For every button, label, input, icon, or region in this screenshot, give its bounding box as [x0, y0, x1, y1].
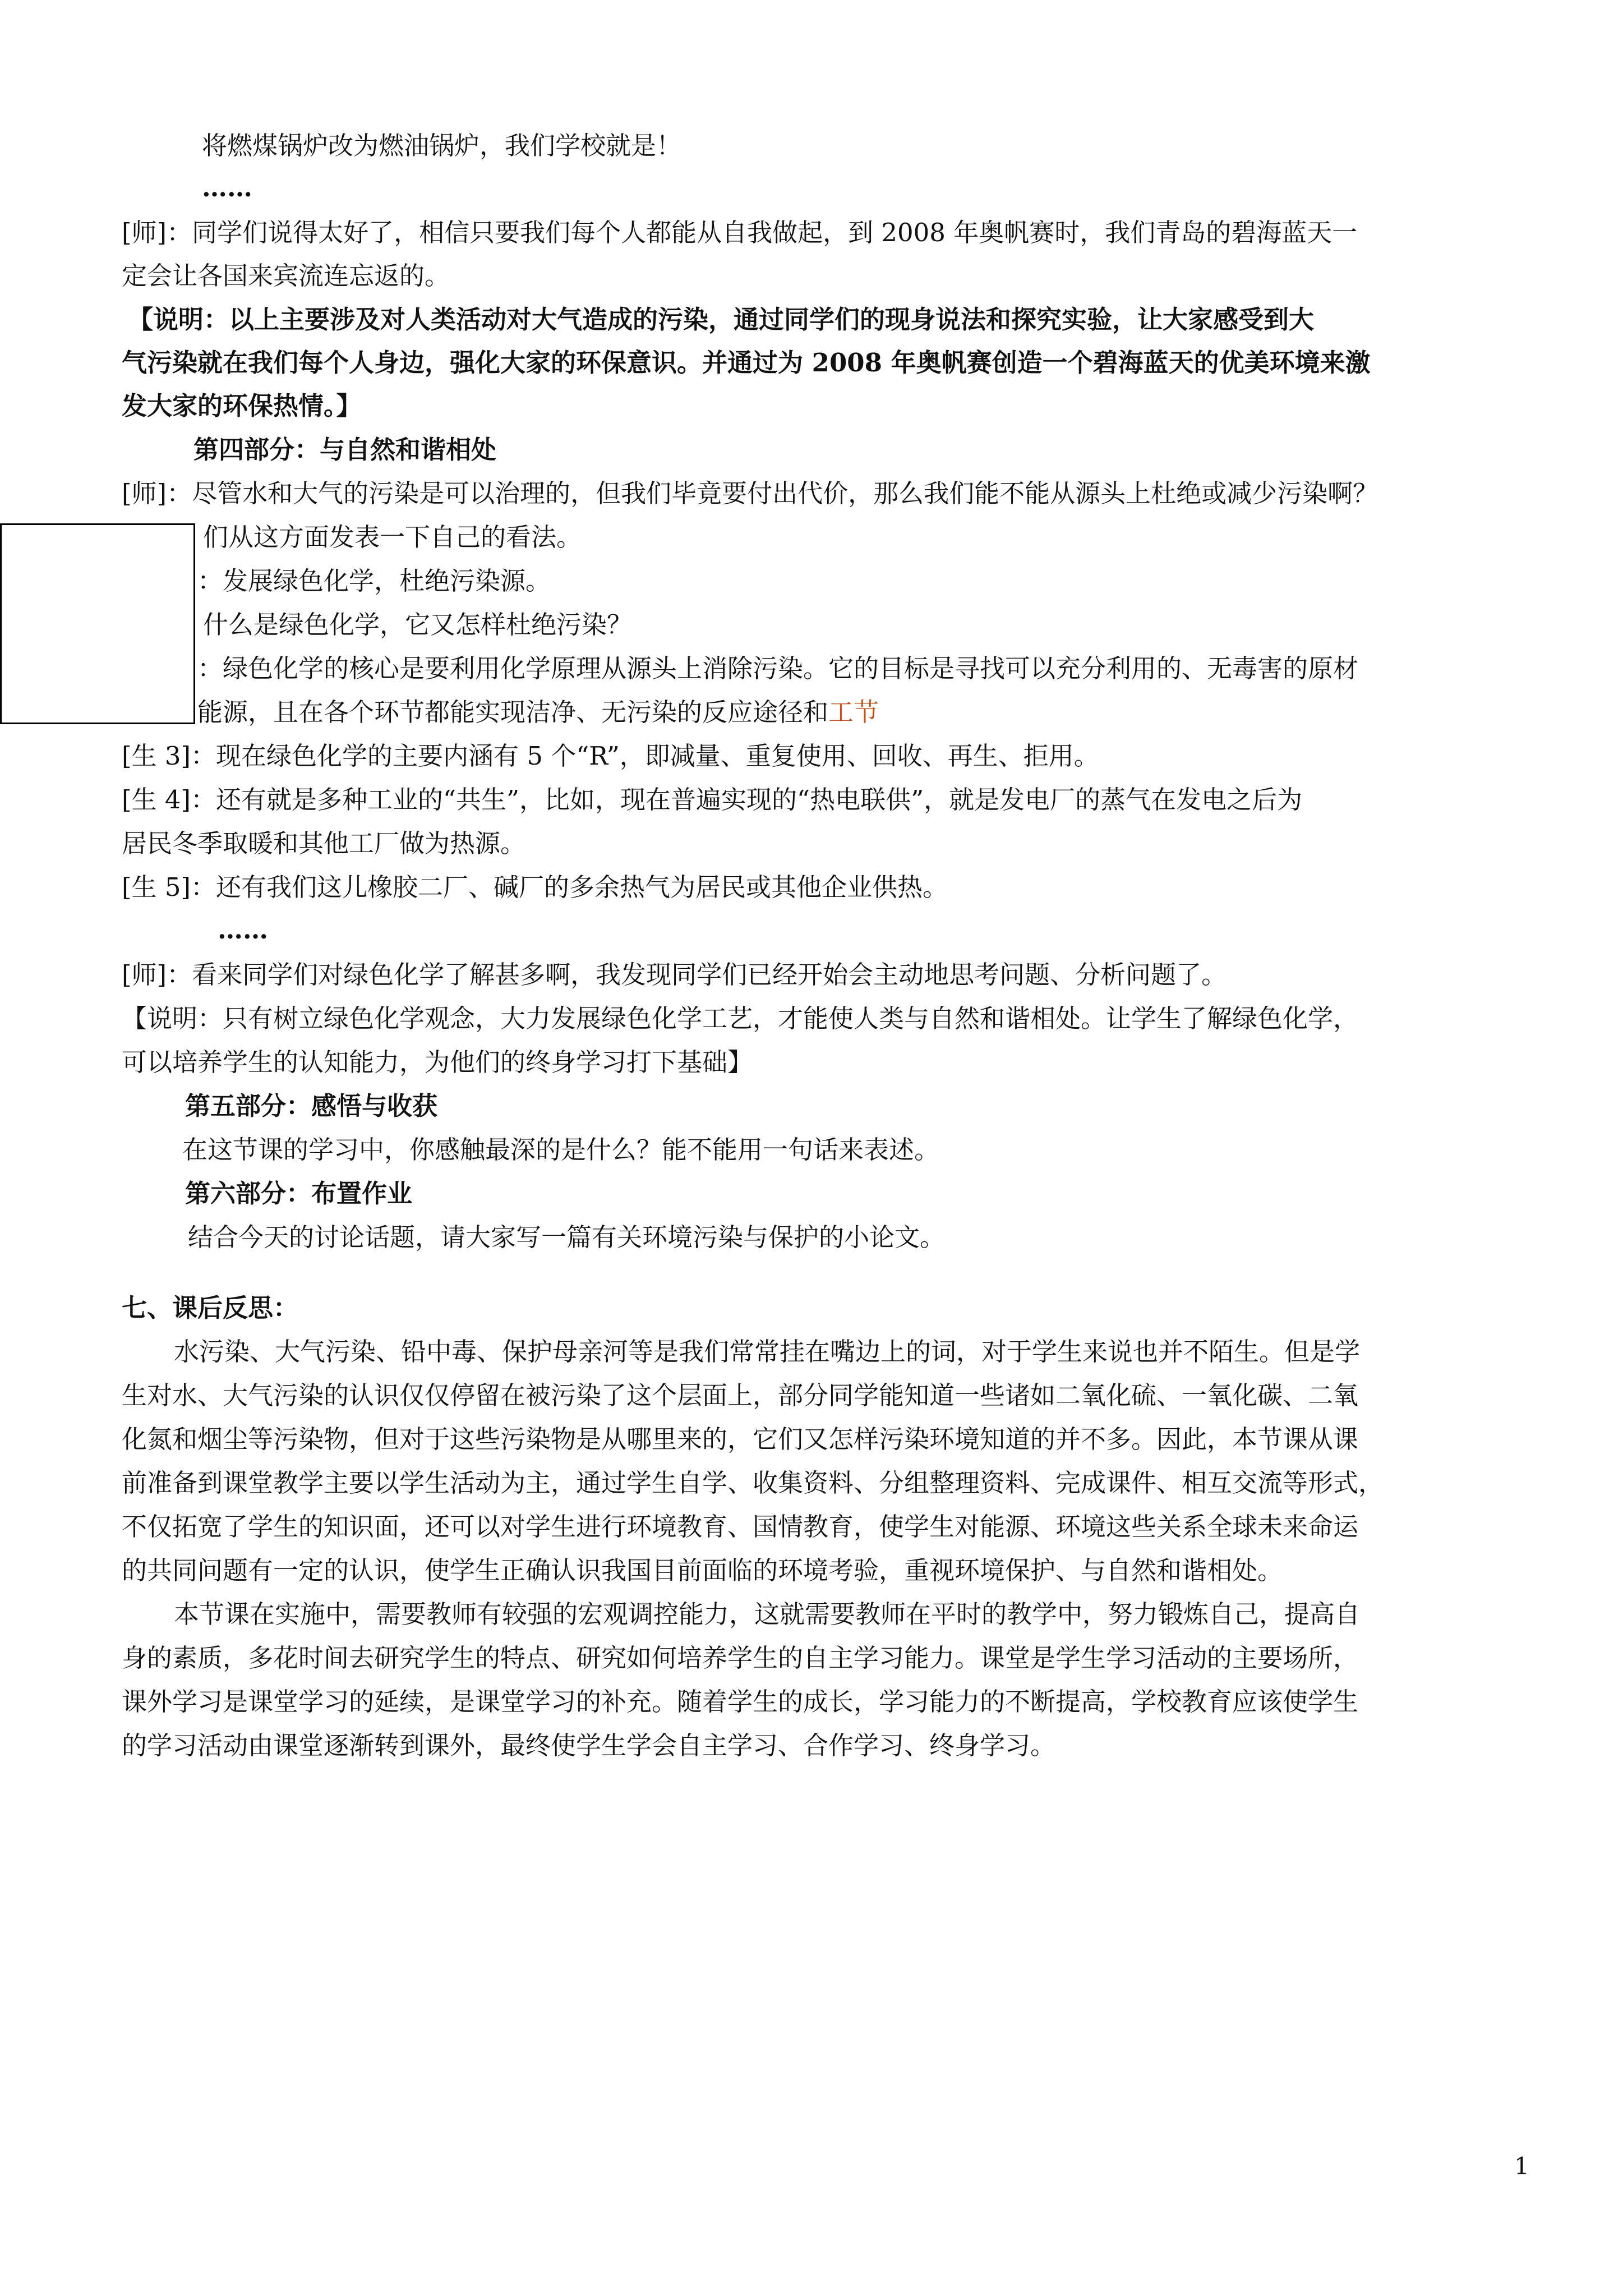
- section-heading: 七、课后反思：: [122, 1293, 299, 1323]
- teacher-line: 什么是绿色化学，它又怎样杜绝污染？: [203, 610, 633, 639]
- teacher-line: [师]：同学们说得太好了，相信只要我们每个人都能从自我做起，到 2008 年奥帆赛时，我们青岛的碧海蓝天一: [122, 218, 1358, 247]
- paragraph-line: 的共同问题有一定的认识，使学生正确认识我国目前面临的环境考验，重视环境保护、与自然和谐相处。: [122, 1556, 1283, 1585]
- note-line: 发大家的环保热情。】: [122, 391, 362, 421]
- text-line: 在这节课的学习中，你感触最深的是什么？能不能用一句话来表述。: [182, 1135, 940, 1165]
- paragraph-line: 身的素质，多花时间去研究学生的特点、研究如何培养学生的自主学习能力。课堂是学生学习活动的主要场所，: [122, 1643, 1359, 1673]
- section-heading: 第五部分：感悟与收获: [185, 1091, 438, 1121]
- text-line: [197, 696, 1599, 729]
- ellipsis: ……: [218, 915, 268, 945]
- text-line: 居民冬季取暖和其他工厂做为热源。: [122, 829, 526, 858]
- paragraph-line: 不仅拓宽了学生的知识面，还可以对学生进行环境教育、国情教育，使学生对能源、环境这些关系全球未来命运: [122, 1512, 1359, 1542]
- student-line: ：发展绿色化学，杜绝污染源。: [197, 566, 551, 596]
- highlighted-word: 工节: [828, 697, 879, 727]
- student-line: ：绿色化学的核心是要利用化学原理从源头上消除污染。它的目标是寻找可以充分利用的、无毒害的原材: [197, 654, 1359, 683]
- student-line: [生 3]：现在绿色化学的主要内涵有 5 个“R”，即减量、重复使用、回收、再生、拒用。: [122, 741, 1099, 771]
- teacher-line: [师]：看来同学们对绿色化学了解甚多啊，我发现同学们已经开始会主动地思考问题、分析问题了。: [122, 960, 1227, 990]
- paragraph-line: 课外学习是课堂学习的延续，是课堂学习的补充。随着学生的成长，学习能力的不断提高，学校教育应该使学生: [122, 1687, 1359, 1717]
- text-line: 们从这方面发表一下自己的看法。: [203, 522, 582, 552]
- paragraph-line: 化氮和烟尘等污染物，但对于这些污染物是从哪里来的，它们又怎样污染环境知道的并不多。因此，本节课从课: [122, 1424, 1359, 1454]
- paragraph-line: 水污染、大气污染、铅中毒、保护母亲河等是我们常常挂在嘴边上的词，对于学生来说也并不陌生。但是学: [174, 1337, 1361, 1366]
- paragraph-line: 生对水、大气污染的认识仅仅停留在被污染了这个层面上，部分同学能知道一些诸如二氧化硫、一氧化碳、二氧: [122, 1381, 1359, 1410]
- note-line: 可以培养学生的认知能力，为他们的终身学习打下基础】: [122, 1047, 753, 1077]
- blank-box: [0, 523, 195, 724]
- note-line: 【说明：只有树立绿色化学观念，大力发展绿色化学工艺，才能使人类与自然和谐相处。让学生了解绿色化学，: [122, 1004, 1359, 1033]
- student-line: [生 4]：还有就是多种工业的“共生”，比如，现在普遍实现的“热电联供”，就是发电厂的蒸气在发电之后为: [122, 785, 1303, 815]
- section-heading: 第四部分：与自然和谐相处: [193, 435, 497, 464]
- paragraph-line: 本节课在实施中，需要教师有较强的宏观调控能力，这就需要教师在平时的教学中，努力锻炼自己，提高自: [174, 1599, 1361, 1629]
- paragraph-line: 的学习活动由课堂逐渐转到课外，最终使学生学会自主学习、合作学习、终身学习。: [122, 1731, 1056, 1760]
- paragraph-line: 前准备到课堂教学主要以学生活动为主，通过学生自学、收集资料、分组整理资料、完成课件、相互交流等形式，: [122, 1468, 1384, 1498]
- teacher-line: [师]：尽管水和大气的污染是可以治理的，但我们毕竟要付出代价，那么我们能不能从源头上杜绝或减少污染啊？: [122, 478, 1378, 508]
- note-line: 气污染就在我们每个人身边，强化大家的环保意识。并通过为 2008 年奥帆赛创造一个碧海蓝天的优美环境来激: [122, 348, 1371, 378]
- ellipsis: ……: [202, 173, 252, 203]
- text-line: 定会让各国来宾流连忘返的。: [122, 261, 450, 291]
- line-text: 能源，且在各个环节都能实现洁净、无污染的反应途径和: [197, 697, 829, 727]
- note-line: 【说明：以上主要涉及对人类活动对大气造成的污染，通过同学们的现身说法和探究实验，让大家感受到大: [128, 305, 1315, 334]
- student-line: [生 5]：还有我们这儿橡胶二厂、碱厂的多余热气为居民或其他企业供热。: [122, 872, 948, 902]
- text-line: 将燃煤锅炉改为燃油锅炉，我们学校就是！: [202, 131, 682, 160]
- section-heading: 第六部分：布置作业: [185, 1179, 413, 1208]
- page-number: 1: [1514, 2152, 1529, 2180]
- text-line: 结合今天的讨论话题，请大家写一篇有关环境污染与保护的小论文。: [188, 1222, 946, 1252]
